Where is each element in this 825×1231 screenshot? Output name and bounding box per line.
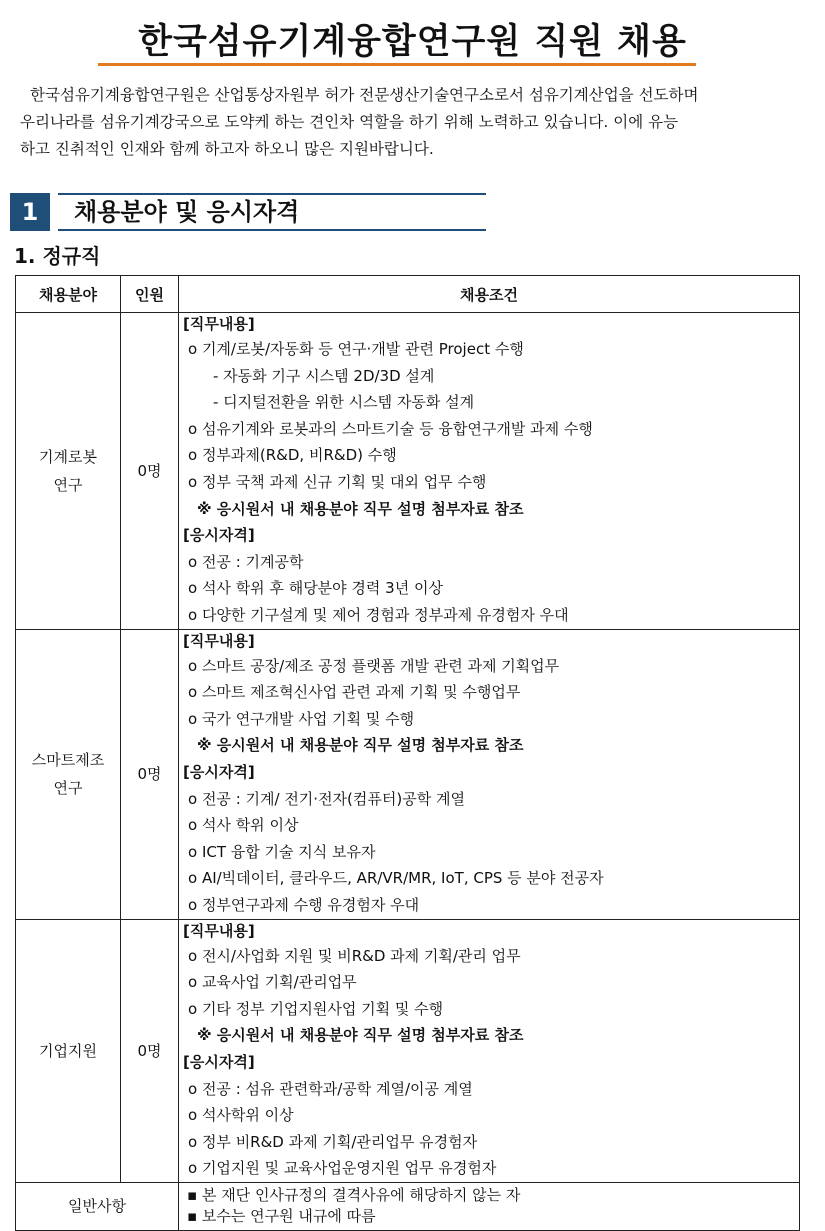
general-item: ▪ 보수는 연구원 내규에 따름 bbox=[187, 1207, 376, 1226]
table-row bbox=[16, 313, 800, 630]
page-title: 한국섬유기계융합연구원 직원 채용 bbox=[138, 22, 687, 62]
general-cell bbox=[179, 1182, 800, 1230]
section-title: 채용분야 및 응시자격 bbox=[74, 198, 300, 226]
field-cell bbox=[16, 919, 121, 1182]
qualification-item: o 다양한 기구설계 및 제어 경험과 정부과제 유경험자 우대 bbox=[188, 605, 569, 624]
section-number-badge: 1 bbox=[10, 193, 50, 231]
general-label: 일반사항 bbox=[16, 1182, 179, 1230]
field-label: 연구 bbox=[53, 475, 83, 494]
duty-item: o 섬유기계와 로봇과의 스마트기술 등 융합연구개발 과제 수행 bbox=[188, 419, 593, 438]
table-header-row bbox=[16, 276, 800, 313]
qualification-item: o 석사 학위 후 해당분야 경력 3년 이상 bbox=[188, 579, 443, 598]
duty-item: o 국가 연구개발 사업 기획 및 수행 bbox=[188, 709, 415, 728]
field-label: 연구 bbox=[53, 779, 83, 798]
qualification-item: o 석사학위 이상 bbox=[188, 1106, 294, 1125]
field-cell bbox=[16, 313, 121, 630]
intro-line: 우리나라를 섬유기계강국으로 도약케 하는 견인차 역할을 하기 위해 노력하고 있습니다. 이에 유능 bbox=[20, 113, 679, 131]
subsection-title: 1. 정규직 bbox=[14, 244, 101, 268]
attachment-note: ※ 응시원서 내 채용분야 직무 설명 첨부자료 참조 bbox=[197, 1026, 524, 1045]
conditions-cell bbox=[179, 629, 800, 919]
qualification-item: o 전공 : 기계/ 전기·전자(컴퓨터)공학 계열 bbox=[188, 789, 465, 808]
duty-item: o 정부과제(R&D, 비R&D) 수행 bbox=[188, 446, 397, 465]
qualification-item: o AI/빅데이터, 클라우드, AR/VR/MR, IoT, CPS 등 분야 전공자 bbox=[188, 869, 604, 888]
qualification-header: [응시자격] bbox=[183, 526, 255, 545]
title-underline bbox=[98, 63, 696, 66]
attachment-note: ※ 응시원서 내 채용분야 직무 설명 첨부자료 참조 bbox=[197, 736, 524, 755]
header-field: 채용분야 bbox=[16, 276, 121, 313]
duty-subitem: - 디지털전환을 위한 시스템 자동화 설계 bbox=[213, 393, 475, 412]
conditions-cell bbox=[179, 313, 800, 630]
intro-line: 하고 진취적인 인재와 함께 하고자 하오니 많은 지원바랍니다. bbox=[20, 140, 434, 158]
field-label: 스마트제조 bbox=[31, 751, 105, 770]
duty-item: o 교육사업 기획/관리업무 bbox=[188, 973, 357, 992]
duty-item: o 정부 국책 과제 신규 기획 및 대외 업무 수행 bbox=[188, 472, 487, 491]
duty-item: o 스마트 제조혁신사업 관련 과제 기획 및 수행업무 bbox=[188, 683, 521, 702]
duty-item: o 기타 정부 기업지원사업 기획 및 수행 bbox=[188, 999, 444, 1018]
general-item: ▪ 본 재단 인사규정의 결격사유에 해당하지 않는 자 bbox=[187, 1186, 521, 1205]
count-cell: 0명 bbox=[121, 629, 179, 919]
count-cell: 0명 bbox=[121, 313, 179, 630]
qualification-header: [응시자격] bbox=[183, 1052, 255, 1071]
jobs-table bbox=[15, 275, 800, 1231]
qualification-item: o 정부 비R&D 과제 기획/관리업무 유경험자 bbox=[188, 1132, 478, 1151]
count-cell: 0명 bbox=[121, 919, 179, 1182]
table-row bbox=[16, 919, 800, 1182]
field-label: 기업지원 bbox=[39, 1041, 97, 1060]
duty-item: o 기계/로봇/자동화 등 연구·개발 관련 Project 수행 bbox=[188, 340, 524, 358]
intro-paragraph bbox=[20, 82, 805, 163]
duty-item: o 스마트 공장/제조 공정 플랫폼 개발 관련 과제 기획업무 bbox=[188, 656, 560, 675]
header-conditions: 채용조건 bbox=[179, 276, 800, 313]
intro-line: 한국섬유기계융합연구원은 산업통상자원부 허가 전문생산기술연구소로서 섬유기계산업을 선도하며 bbox=[30, 86, 699, 104]
general-row bbox=[16, 1182, 800, 1230]
qualification-header: [응시자격] bbox=[183, 762, 255, 781]
duty-subitem: - 자동화 기구 시스템 2D/3D 설계 bbox=[213, 366, 435, 385]
conditions-cell bbox=[179, 919, 800, 1182]
qualification-item: o 전공 : 기계공학 bbox=[188, 552, 304, 571]
qualification-item: o ICT 융합 기술 지식 보유자 bbox=[188, 842, 376, 861]
field-cell bbox=[16, 629, 121, 919]
duty-header: [직무내용] bbox=[183, 631, 255, 650]
qualification-item: o 석사 학위 이상 bbox=[188, 816, 299, 835]
header-count: 인원 bbox=[121, 276, 179, 313]
table-row bbox=[16, 629, 800, 919]
duty-item: o 전시/사업화 지원 및 비R&D 과제 기획/관리 업무 bbox=[188, 946, 521, 965]
duty-header: [직무내용] bbox=[183, 315, 255, 333]
attachment-note: ※ 응시원서 내 채용분야 직무 설명 첨부자료 참조 bbox=[197, 499, 524, 518]
qualification-item: o 전공 : 섬유 관련학과/공학 계열/이공 계열 bbox=[188, 1079, 473, 1098]
field-label: 기계로봇 bbox=[39, 447, 97, 466]
duty-header: [직무내용] bbox=[183, 921, 255, 940]
qualification-item: o 정부연구과제 수행 유경험자 우대 bbox=[188, 895, 420, 914]
qualification-item: o 기업지원 및 교육사업운영지원 업무 유경험자 bbox=[188, 1159, 497, 1178]
